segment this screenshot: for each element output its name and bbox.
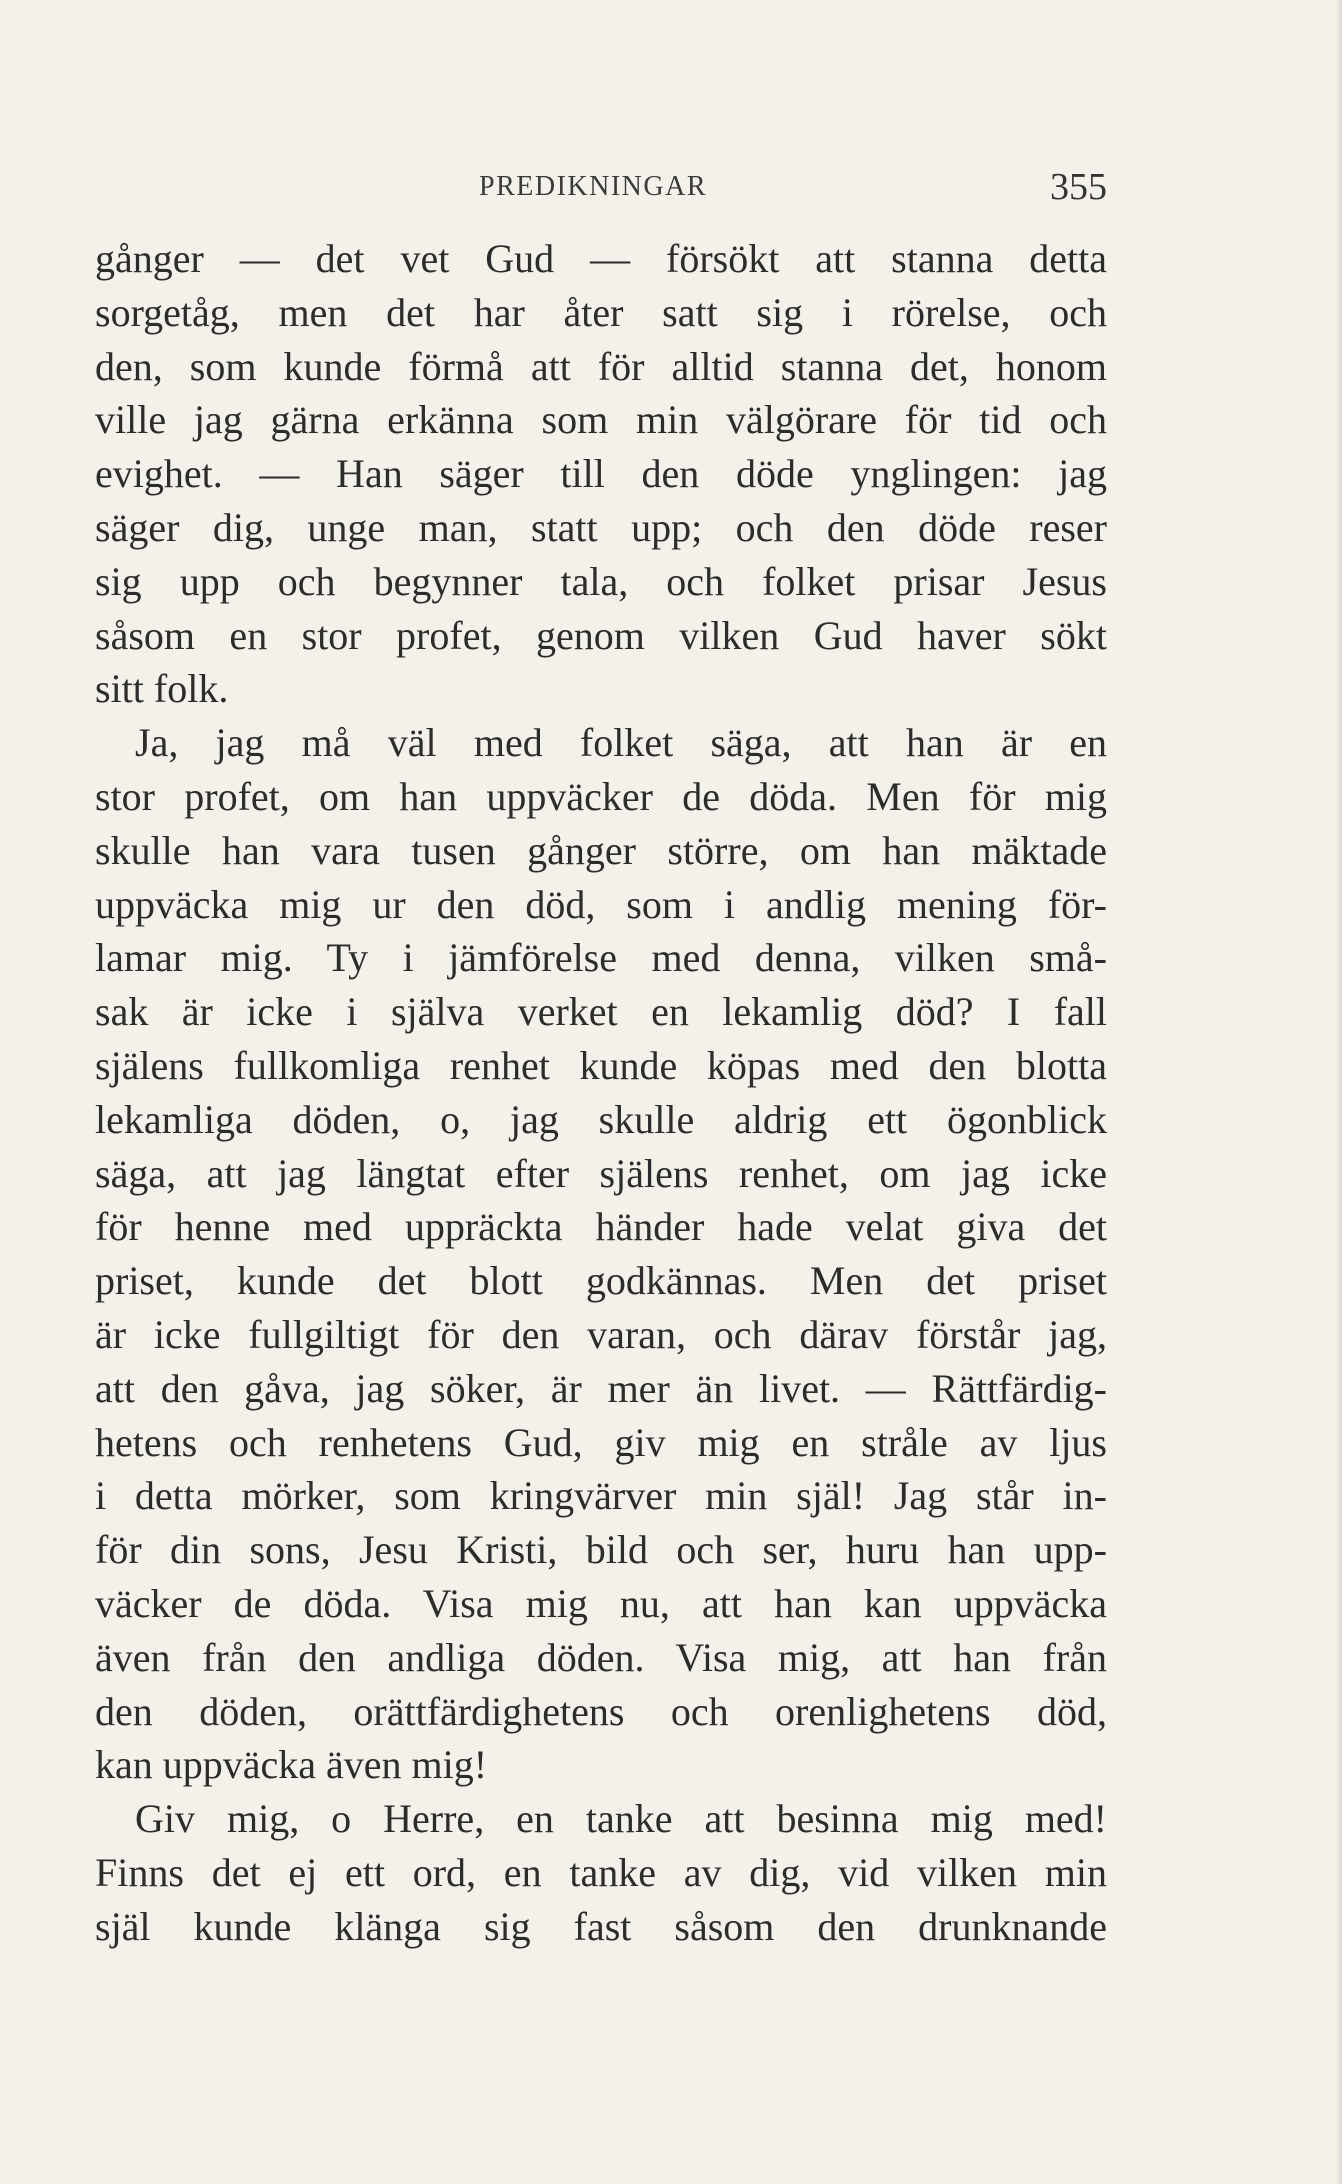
text-line: lamar mig. Ty i jämförelse med denna, vilken små-: [95, 935, 1107, 981]
text-line: i detta mörker, som kringvärver min själ! Jag står in-: [95, 1473, 1107, 1519]
text-line: väcker de döda. Visa mig nu, att han kan uppväcka: [95, 1580, 1107, 1626]
text-line: den döden, orättfärdighetens och orenlighetens död,: [95, 1688, 1107, 1734]
text-line: skulle han vara tusen gånger större, om han mäktade: [95, 827, 1107, 873]
text-line: Finns det ej ett ord, en tanke av dig, vid vilken min: [95, 1849, 1107, 1895]
text-line: Giv mig, o Herre, en tanke att besinna mig med!: [135, 1796, 1107, 1842]
text-line: för henne med uppräckta händer hade velat giva det: [95, 1204, 1107, 1250]
text-line: sig upp och begynner tala, och folket prisar Jesus: [95, 558, 1107, 604]
text-line: för din sons, Jesu Kristi, bild och ser, huru han upp-: [95, 1527, 1107, 1573]
text-line: är icke fullgiltigt för den varan, och därav förstår jag,: [95, 1311, 1107, 1357]
text-line: Ja, jag må väl med folket säga, att han är en: [135, 720, 1107, 766]
text-line: hetens och renhetens Gud, giv mig en stråle av ljus: [95, 1419, 1107, 1465]
text-line: såsom en stor profet, genom vilken Gud haver sökt: [95, 612, 1107, 658]
paragraph-3: [95, 1792, 1107, 1953]
text-line: själ kunde klänga sig fast såsom den drunknande: [95, 1903, 1107, 1949]
text-line: sorgetåg, men det har åter satt sig i rörelse, och: [95, 289, 1107, 335]
body-text: [95, 232, 1107, 1954]
text-line: sak är icke i själva verket en lekamlig död? I fall: [95, 989, 1107, 1035]
text-line: kan uppväcka även mig!: [95, 1742, 488, 1788]
text-line: ville jag gärna erkänna som min välgörare för tid och: [95, 397, 1107, 443]
text-line: lekamliga döden, o, jag skulle aldrig ett ögonblick: [95, 1096, 1107, 1142]
running-title: PREDIKNINGAR: [479, 171, 707, 202]
paragraph-2: [95, 716, 1107, 1792]
text-line: evighet. — Han säger till den döde ynglingen: jag: [95, 451, 1107, 497]
paragraph-1: [95, 232, 1107, 716]
text-line: själens fullkomliga renhet kunde köpas med den blotta: [95, 1042, 1107, 1088]
text-line: gånger — det vet Gud — försökt att stanna detta: [95, 236, 1107, 281]
text-line: även från den andliga döden. Visa mig, att han från: [95, 1634, 1107, 1680]
page-header: [95, 165, 1107, 215]
text-line: sitt folk.: [95, 666, 229, 712]
text-line: säger dig, unge man, statt upp; och den döde reser: [95, 504, 1107, 550]
text-line: säga, att jag längtat efter själens renhet, om jag icke: [95, 1150, 1107, 1196]
text-line: priset, kunde det blott godkännas. Men det priset: [95, 1258, 1107, 1304]
text-line: att den gåva, jag söker, är mer än livet. — Rättfärdig-: [95, 1365, 1107, 1411]
page-number: 355: [1050, 166, 1107, 208]
text-line: den, som kunde förmå att för alltid stanna det, honom: [95, 343, 1107, 389]
text-line: stor profet, om han uppväcker de döda. Men för mig: [95, 773, 1107, 819]
text-line: uppväcka mig ur den död, som i andlig mening för-: [95, 881, 1107, 927]
